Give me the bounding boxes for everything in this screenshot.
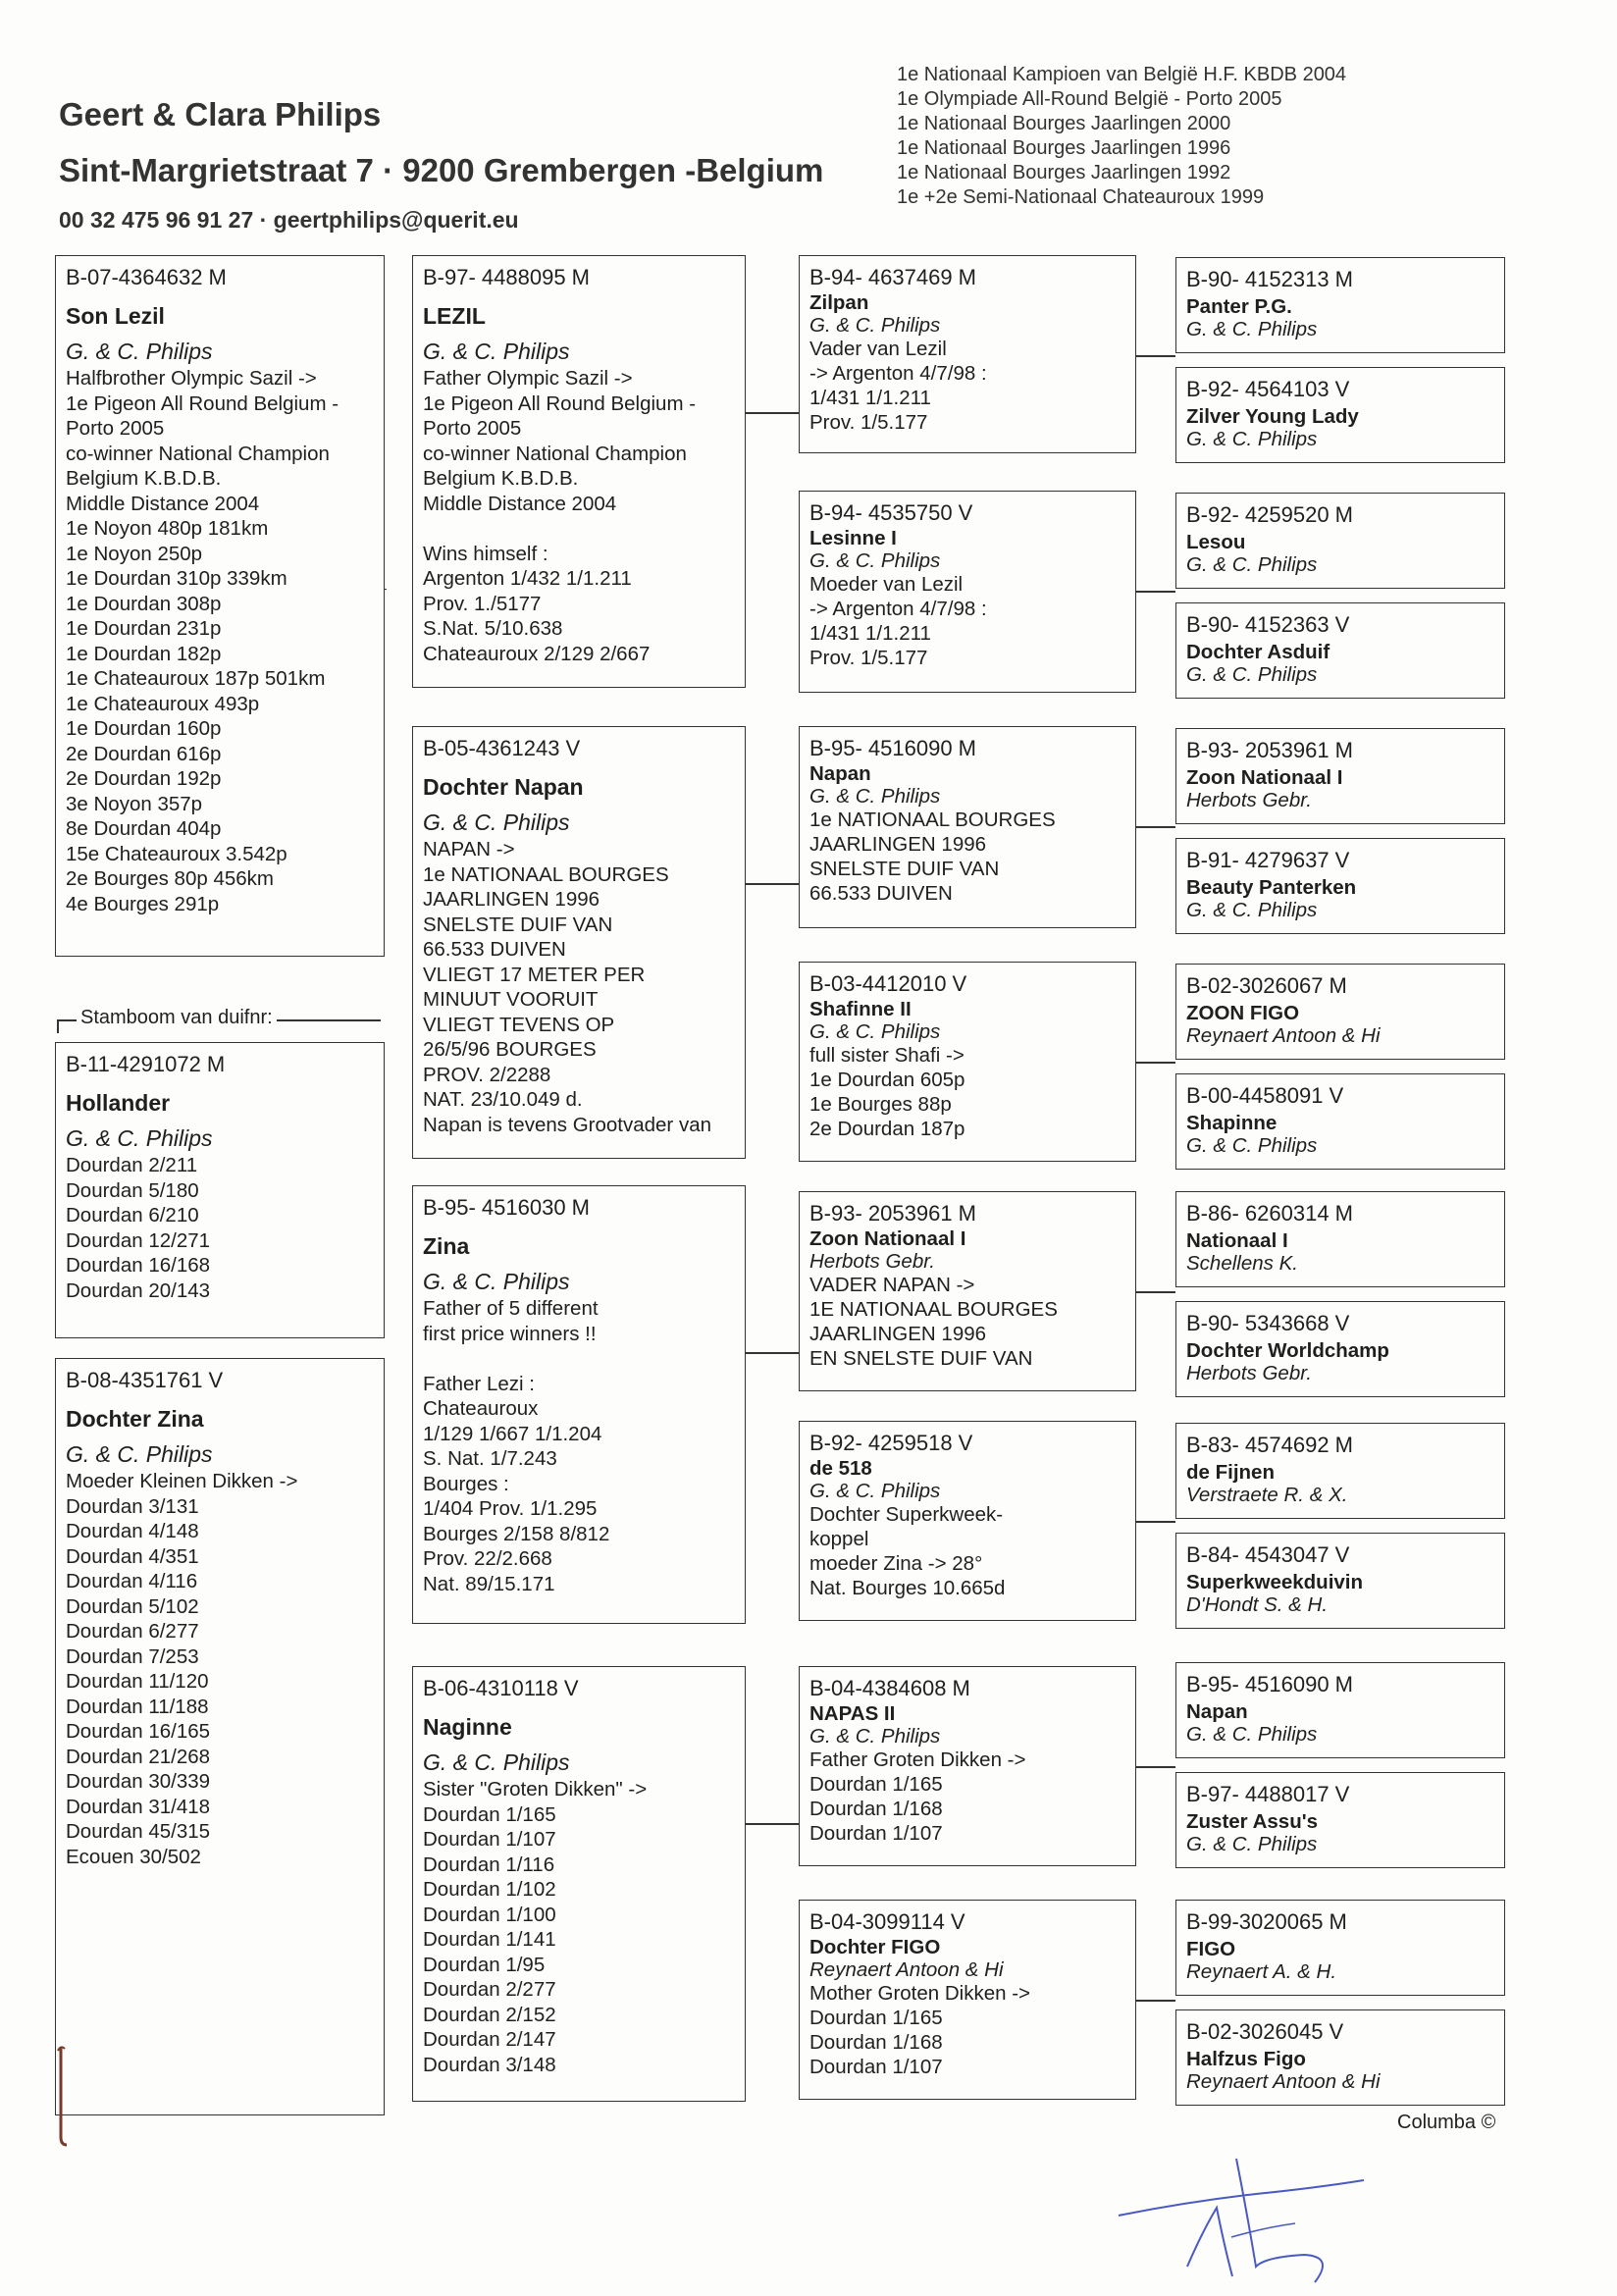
info-line: PROV. 2/2288 <box>423 1063 551 1086</box>
info-line: 1e Dourdan 308p <box>66 592 222 615</box>
pigeon-info <box>809 1273 1125 1371</box>
info-line: Dourdan 5/102 <box>66 1594 199 1618</box>
pigeon-father <box>55 1042 385 1338</box>
pigeon-grandfather-paternal <box>412 255 746 688</box>
ring-number: B-94- 4637469 M <box>809 265 976 289</box>
pigeon-name: Hollander <box>66 1090 171 1116</box>
pigeon-info <box>423 837 735 1137</box>
pigeon-gen4 <box>1175 1073 1505 1170</box>
pigeon-gen4 <box>1175 1662 1505 1758</box>
info-line: Nat. Bourges 10.665d <box>809 1577 1006 1599</box>
pigeon-info <box>809 808 1125 906</box>
ring-number: B-92- 4259520 M <box>1186 502 1353 527</box>
ring-number: B-05-4361243 V <box>423 736 581 760</box>
pigeon-name: Zilver Young Lady <box>1186 405 1359 428</box>
info-line: 1E NATIONAAL BOURGES <box>809 1298 1058 1321</box>
info-line: Dourdan 1/165 <box>423 1802 556 1826</box>
pigeon-name: ZOON FIGO <box>1186 1002 1300 1024</box>
ring-number: B-95- 4516030 M <box>423 1195 590 1220</box>
info-line: Prov. 1/5.177 <box>809 411 928 434</box>
ring-number: B-11-4291072 M <box>66 1052 226 1076</box>
pigeon-name: Zilpan <box>809 291 869 314</box>
info-line: Prov. 22/2.668 <box>423 1547 552 1570</box>
pigeon-breeder: G. & C. Philips <box>66 1125 213 1151</box>
info-line: Dourdan 1/141 <box>423 1928 556 1951</box>
info-line: Dourdan 16/165 <box>66 1720 211 1743</box>
info-line: NAT. 23/10.049 d. <box>423 1088 583 1111</box>
info-line: MINUUT VOORUIT <box>423 988 599 1011</box>
pigeon-info <box>809 1748 1125 1846</box>
pigeon-info <box>809 1043 1125 1141</box>
pigeon-info <box>423 366 735 666</box>
ring-number: B-91- 4279637 V <box>1186 848 1350 872</box>
info-line: co-winner National Champion <box>423 442 687 465</box>
pigeon-gen4 <box>1175 1900 1505 1996</box>
info-line: 1/431 1/1.211 <box>809 622 931 645</box>
info-line: Middle Distance 2004 <box>423 492 617 515</box>
pigeon-name: de Fijnen <box>1186 1461 1275 1484</box>
pigeon-gen4 <box>1175 2009 1505 2106</box>
pigeon-breeder: G. & C. Philips <box>809 785 941 808</box>
info-line: Dourdan 11/120 <box>66 1670 209 1693</box>
pigeon-breeder: G. & C. Philips <box>1186 318 1318 340</box>
breeder-contact: 00 32 475 96 91 27 · geertphilips@querit.eu <box>59 207 519 233</box>
pigeon-breeder: Reynaert Antoon & Hi <box>809 1958 1004 1981</box>
pigeon-info <box>423 1777 735 2077</box>
info-line: Dourdan 4/351 <box>66 1544 199 1568</box>
pigeon-name: Panter P.G. <box>1186 295 1292 318</box>
breeder-address: Sint-Margrietstraat 7 · 9200 Grembergen -Belgium <box>59 152 824 188</box>
info-line: Middle Distance 2004 <box>66 492 260 515</box>
ring-number: B-02-3026045 V <box>1186 2019 1344 2044</box>
footer-credit: Columba © <box>1397 2112 1496 2133</box>
pigeon-gen3 <box>799 726 1136 928</box>
connector-line <box>1136 591 1175 593</box>
info-line: 66.533 DUIVEN <box>809 882 953 905</box>
pigeon-gen4 <box>1175 493 1505 589</box>
info-line: first price winners !! <box>423 1322 597 1345</box>
info-line: VADER NAPAN -> <box>809 1274 975 1296</box>
achievement: 1e Nationaal Bourges Jaarlingen 2000 <box>897 113 1231 134</box>
info-line: 1e Pigeon All Round Belgium - <box>66 391 339 415</box>
info-line: 1e Dourdan 605p <box>809 1069 965 1091</box>
info-line: Bourges 2/158 8/812 <box>423 1522 610 1545</box>
info-line: Mother Groten Dikken -> <box>809 1982 1031 2005</box>
pigeon-gen3 <box>799 1191 1136 1391</box>
ring-number: B-03-4412010 V <box>809 971 967 996</box>
pigeon-gen3 <box>799 1900 1136 2100</box>
info-line: Dourdan 1/168 <box>809 1798 943 1820</box>
pigeon-info <box>809 337 1125 435</box>
pigeon-breeder: G. & C. Philips <box>809 1725 941 1748</box>
connector-line <box>1136 1062 1175 1064</box>
info-line: -> Argenton 4/7/98 : <box>809 362 987 385</box>
info-line: Dourdan 4/116 <box>66 1570 198 1592</box>
pigeon-breeder: Verstraete R. & X. <box>1186 1484 1348 1506</box>
ring-number: B-86- 6260314 M <box>1186 1201 1353 1226</box>
pigeon-gen3 <box>799 1421 1136 1621</box>
info-line: Dourdan 5/180 <box>66 1178 199 1202</box>
pigeon-name: Dochter Worldchamp <box>1186 1339 1389 1362</box>
ring-number: B-93- 2053961 M <box>1186 738 1353 762</box>
pigeon-breeder: Reynaert A. & H. <box>1186 1960 1337 1983</box>
info-line: Dourdan 6/210 <box>66 1204 199 1226</box>
pigeon-name: Halfzus Figo <box>1186 2048 1306 2070</box>
info-line: 8e Dourdan 404p <box>66 817 222 840</box>
connector-line <box>746 1823 799 1825</box>
info-line: Wins himself : <box>423 542 548 565</box>
info-line: 1/431 1/1.211 <box>809 387 931 409</box>
info-line: S.Nat. 5/10.638 <box>423 617 563 640</box>
pigeon-breeder: G. & C. Philips <box>1186 663 1318 686</box>
pigeon-gen4 <box>1175 838 1505 934</box>
pigeon-name: Napan <box>1186 1700 1248 1723</box>
pigeon-breeder: G. & C. Philips <box>66 339 213 364</box>
info-line: Dourdan 3/148 <box>423 2053 556 2076</box>
info-line: Nat. 89/15.171 <box>423 1572 555 1595</box>
info-line: Prov. 1./5177 <box>423 592 542 615</box>
info-line: 26/5/96 BOURGES <box>423 1038 597 1061</box>
info-line: 3e Noyon 357p <box>66 792 203 815</box>
connector-line <box>746 883 799 885</box>
pigeon-gen4 <box>1175 728 1505 824</box>
info-line: Dourdan 4/148 <box>66 1520 199 1542</box>
signature-mark <box>1109 2139 1403 2286</box>
info-line: SNELSTE DUIF VAN <box>423 913 613 936</box>
info-line: 1e Bourges 88p <box>809 1093 952 1116</box>
ring-number: B-06-4310118 V <box>423 1676 579 1700</box>
info-line: Dourdan 45/315 <box>66 1820 211 1843</box>
info-line: SNELSTE DUIF VAN <box>809 858 1000 880</box>
pigeon-breeder: G. & C. Philips <box>423 1749 570 1775</box>
ring-number: B-95- 4516090 M <box>1186 1672 1353 1696</box>
ring-number: B-83- 4574692 M <box>1186 1433 1353 1457</box>
info-line: 1e Dourdan 160p <box>66 717 222 740</box>
pigeon-breeder: G. & C. Philips <box>1186 1723 1318 1746</box>
info-line: co-winner National Champion <box>66 442 330 465</box>
info-line: 1e NATIONAAL BOURGES <box>809 809 1056 831</box>
info-line: 1e NATIONAAL BOURGES <box>423 862 669 886</box>
info-line: Dourdan 1/165 <box>809 1773 943 1796</box>
pigeon-name: Zina <box>423 1233 470 1259</box>
info-line: Dourdan 1/168 <box>809 2031 943 2054</box>
pigeon-gen3 <box>799 491 1136 693</box>
info-line: VLIEGT 17 METER PER <box>423 963 646 986</box>
connector-line <box>1136 1291 1175 1293</box>
connector-line <box>1136 355 1175 357</box>
info-line: Halfbrother Olympic Sazil -> <box>66 367 317 390</box>
info-line: Father of 5 different <box>423 1297 599 1320</box>
info-line: Dourdan 2/211 <box>66 1154 198 1176</box>
ring-number: B-02-3026067 M <box>1186 973 1347 998</box>
pigeon-gen4 <box>1175 257 1505 353</box>
info-line: Moeder van Lezil <box>809 573 964 596</box>
ring-number: B-90- 4152313 M <box>1186 267 1353 291</box>
pigeon-name: Naginne <box>423 1714 512 1740</box>
ring-number: B-90- 5343668 V <box>1186 1311 1350 1335</box>
pigeon-info <box>423 1296 735 1596</box>
pigeon-info <box>66 1153 374 1303</box>
pigeon-breeder: D'Hondt S. & H. <box>1186 1593 1329 1616</box>
info-line: Chateauroux 2/129 2/667 <box>423 642 651 665</box>
info-line: 1/404 Prov. 1/1.295 <box>423 1497 598 1520</box>
info-line: Porto 2005 <box>66 417 165 440</box>
info-line: 1e Chateauroux 187p 501km <box>66 667 326 690</box>
pigeon-mother <box>55 1358 385 2115</box>
pigeon-breeder: G. & C. Philips <box>809 549 941 572</box>
info-line: 1/129 1/667 1/1.204 <box>423 1422 602 1445</box>
achievement: 1e +2e Semi-Nationaal Chateauroux 1999 <box>897 186 1265 208</box>
ring-number: B-92- 4564103 V <box>1186 377 1350 401</box>
ring-number: B-97- 4488095 M <box>423 265 590 289</box>
ring-number: B-08-4351761 V <box>66 1368 224 1392</box>
pigeon-breeder: G. & C. Philips <box>66 1441 213 1467</box>
pigeon-breeder: G. & C. Philips <box>1186 899 1318 921</box>
info-line: Dourdan 2/147 <box>423 2028 556 2051</box>
pigeon-name: FIGO <box>1186 1938 1236 1960</box>
achievement: 1e Olympiade All-Round België - Porto 2005 <box>897 88 1282 110</box>
pigeon-breeder: Reynaert Antoon & Hi <box>1186 1024 1381 1047</box>
pigeon-gen3 <box>799 255 1136 453</box>
info-line: 1e Noyon 480p 181km <box>66 517 269 540</box>
achievement: 1e Nationaal Bourges Jaarlingen 1992 <box>897 162 1231 183</box>
info-line: Bourges : <box>423 1472 509 1495</box>
pigeon-name: Son Lezil <box>66 303 165 329</box>
info-line: Father Groten Dikken -> <box>809 1748 1026 1771</box>
pigeon-breeder: G. & C. Philips <box>423 339 570 364</box>
ring-number: B-04-3099114 V <box>809 1909 965 1934</box>
info-line: Dourdan 21/268 <box>66 1745 211 1768</box>
ring-number: B-94- 4535750 V <box>809 500 973 525</box>
ring-number: B-92- 4259518 V <box>809 1431 973 1455</box>
pigeon-breeder: Herbots Gebr. <box>1186 1362 1312 1384</box>
info-line: S. Nat. 1/7.243 <box>423 1447 557 1470</box>
pigeon-name: Beauty Panterken <box>1186 876 1357 899</box>
info-line: Porto 2005 <box>423 417 522 440</box>
pigeon-name: Dochter FIGO <box>809 1936 941 1958</box>
info-line: 2e Dourdan 187p <box>809 1118 965 1140</box>
info-line: JAARLINGEN 1996 <box>809 1323 987 1345</box>
connector-line <box>1136 1521 1175 1523</box>
info-line: 2e Dourdan 616p <box>66 742 222 765</box>
info-line: 15e Chateauroux 3.542p <box>66 842 287 865</box>
info-line: 1e Noyon 250p <box>66 542 203 565</box>
info-line: 1e Pigeon All Round Belgium - <box>423 391 697 415</box>
info-line: Ecouen 30/502 <box>66 1845 201 1868</box>
pigeon-breeder: G. & C. Philips <box>809 1480 941 1502</box>
pigeon-gen4 <box>1175 964 1505 1060</box>
pigeon-name: NAPAS II <box>809 1702 896 1725</box>
ring-number: B-99-3020065 M <box>1186 1909 1347 1934</box>
info-line: Dourdan 1/107 <box>809 2056 943 2078</box>
pigeon-breeder: G. & C. Philips <box>1186 1134 1318 1157</box>
pigeon-name: de 518 <box>809 1457 872 1480</box>
info-line: Dourdan 16/168 <box>66 1254 211 1277</box>
pigeon-info <box>809 1502 1125 1600</box>
pigeon-breeder: G. & C. Philips <box>809 314 941 337</box>
info-line: moeder Zina -> 28° <box>809 1552 983 1575</box>
pigeon-name: Zoon Nationaal I <box>809 1227 966 1250</box>
info-line: Dourdan 31/418 <box>66 1795 211 1818</box>
connector-line <box>746 412 799 414</box>
pigeon-gen4 <box>1175 1301 1505 1397</box>
pigeon-breeder: G. & C. Philips <box>1186 1833 1318 1855</box>
pigeon-grandmother-paternal <box>412 726 746 1159</box>
pigeon-breeder: G. & C. Philips <box>423 1269 570 1294</box>
info-line: Vader van Lezil <box>809 338 947 360</box>
ring-number: B-04-4384608 M <box>809 1676 970 1700</box>
pigeon-name: Nationaal I <box>1186 1229 1288 1252</box>
info-line: -> Argenton 4/7/98 : <box>809 598 987 620</box>
info-line: Dourdan 1/107 <box>423 1828 556 1851</box>
pigeon-breeder: Herbots Gebr. <box>1186 789 1312 811</box>
ring-number: B-84- 4543047 V <box>1186 1542 1350 1567</box>
info-line: Dourdan 2/277 <box>423 1978 556 2001</box>
connector-line <box>1136 1766 1175 1768</box>
pigeon-breeder: G. & C. Philips <box>1186 428 1318 450</box>
info-line: Dourdan 6/277 <box>66 1620 199 1643</box>
ring-number: B-00-4458091 V <box>1186 1083 1344 1108</box>
paperclip-mark <box>55 2043 75 2151</box>
pigeon-gen4 <box>1175 602 1505 699</box>
pigeon-gen4 <box>1175 367 1505 463</box>
info-line: full sister Shafi -> <box>809 1044 965 1067</box>
pigeon-name: Shafinne II <box>809 998 912 1020</box>
pigeon-breeder: Reynaert Antoon & Hi <box>1186 2070 1381 2093</box>
ring-number: B-97- 4488017 V <box>1186 1782 1350 1806</box>
stamboom-rule <box>57 1007 381 1036</box>
info-line: Belgium K.B.D.B. <box>66 467 222 490</box>
info-line: Dourdan 3/131 <box>66 1494 199 1518</box>
info-line: Prov. 1/5.177 <box>809 647 928 669</box>
info-line: Dochter Superkweek- <box>809 1503 1004 1526</box>
info-line: 1e Dourdan 231p <box>66 617 222 640</box>
pigeon-subject <box>55 255 385 957</box>
info-line: Sister "Groten Dikken" -> <box>423 1778 648 1800</box>
connector-line <box>1136 2000 1175 2002</box>
pigeon-breeder: G. & C. Philips <box>1186 553 1318 576</box>
ring-number: B-07-4364632 M <box>66 265 227 289</box>
info-line: 1e Chateauroux 493p <box>66 692 260 715</box>
info-line: koppel <box>809 1528 869 1550</box>
achievements-list <box>897 63 1346 210</box>
pigeon-info <box>66 366 374 916</box>
info-line: Argenton 1/432 1/1.211 <box>423 567 632 590</box>
achievement: 1e Nationaal Kampioen van België H.F. KBDB 2004 <box>897 64 1347 85</box>
pigeon-gen4 <box>1175 1423 1505 1519</box>
pigeon-breeder: Schellens K. <box>1186 1252 1298 1275</box>
pigeon-breeder: G. & C. Philips <box>423 809 570 835</box>
pigeon-gen4 <box>1175 1533 1505 1629</box>
info-line: 4e Bourges 291p <box>66 892 220 915</box>
info-line: Dourdan 12/271 <box>66 1228 211 1252</box>
info-line: Dourdan 2/152 <box>423 2003 556 2026</box>
ring-number: B-95- 4516090 M <box>809 736 976 760</box>
connector-line <box>746 1352 799 1354</box>
achievement: 1e Nationaal Bourges Jaarlingen 1996 <box>897 137 1231 159</box>
info-line: 1e Dourdan 310p 339km <box>66 567 287 590</box>
breeder-name: Geert & Clara Philips <box>59 96 382 132</box>
info-line: 1e Dourdan 182p <box>66 642 222 665</box>
pigeon-name: Dochter Zina <box>66 1406 204 1432</box>
pigeon-gen3 <box>799 1666 1136 1866</box>
info-line: Dourdan 7/253 <box>66 1644 199 1668</box>
pigeon-grandfather-maternal <box>412 1185 746 1624</box>
connector-line <box>1136 826 1175 828</box>
pigeon-breeder: Herbots Gebr. <box>809 1250 935 1273</box>
pigeon-gen4 <box>1175 1772 1505 1868</box>
ring-number: B-93- 2053961 M <box>809 1201 976 1226</box>
pigeon-name: LEZIL <box>423 303 486 329</box>
stamboom-label: Stamboom van duifnr: <box>77 1007 277 1029</box>
info-line: 2e Dourdan 192p <box>66 767 222 790</box>
info-line: Father Olympic Sazil -> <box>423 367 633 390</box>
pigeon-info <box>66 1469 374 1869</box>
ring-number: B-90- 4152363 V <box>1186 612 1350 637</box>
pigeon-gen3 <box>799 962 1136 1162</box>
info-line: Dourdan 1/95 <box>423 1953 546 1976</box>
info-line: JAARLINGEN 1996 <box>809 833 987 856</box>
info-line <box>423 1346 735 1372</box>
pigeon-name: Shapinne <box>1186 1112 1278 1134</box>
info-line: Dourdan 1/165 <box>809 2007 943 2029</box>
info-line: Dourdan 1/100 <box>423 1903 556 1926</box>
pigeon-name: Lesou <box>1186 531 1246 553</box>
info-line: Belgium K.B.D.B. <box>423 467 579 490</box>
info-line: JAARLINGEN 1996 <box>423 888 600 911</box>
info-line: Dourdan 30/339 <box>66 1770 211 1793</box>
info-line: Dourdan 11/188 <box>66 1695 209 1718</box>
pigeon-breeder: G. & C. Philips <box>809 1020 941 1043</box>
pigeon-name: Zuster Assu's <box>1186 1810 1318 1833</box>
info-line: Dourdan 20/143 <box>66 1278 211 1302</box>
info-line: Moeder Kleinen Dikken -> <box>66 1470 298 1492</box>
info-line: 66.533 DUIVEN <box>423 938 566 961</box>
pigeon-grandmother-maternal <box>412 1666 746 2102</box>
pigeon-info <box>809 572 1125 670</box>
pigeon-gen4 <box>1175 1191 1505 1287</box>
info-line: Chateauroux <box>423 1397 539 1420</box>
info-line: VLIEGT TEVENS OP <box>423 1013 615 1036</box>
pigeon-name: Napan <box>809 762 871 785</box>
info-line: 2e Bourges 80p 456km <box>66 867 274 890</box>
info-line: EN SNELSTE DUIF VAN <box>809 1347 1033 1370</box>
info-line: Napan is tevens Grootvader van <box>423 1113 711 1136</box>
info-line: Dourdan 1/116 <box>423 1852 555 1876</box>
info-line: Dourdan 1/102 <box>423 1878 556 1901</box>
pigeon-name: Dochter Napan <box>423 774 584 800</box>
info-line: Dourdan 1/107 <box>809 1822 943 1845</box>
info-line <box>423 516 735 542</box>
pigeon-name: Zoon Nationaal I <box>1186 766 1343 789</box>
connector-line <box>385 589 387 590</box>
pigeon-info <box>809 1981 1125 2079</box>
pigeon-name: Superkweekduivin <box>1186 1571 1364 1593</box>
info-line: Father Lezi : <box>423 1372 535 1395</box>
info-line: NAPAN -> <box>423 838 515 861</box>
pigeon-name: Dochter Asduif <box>1186 641 1330 663</box>
pigeon-name: Lesinne I <box>809 527 897 549</box>
